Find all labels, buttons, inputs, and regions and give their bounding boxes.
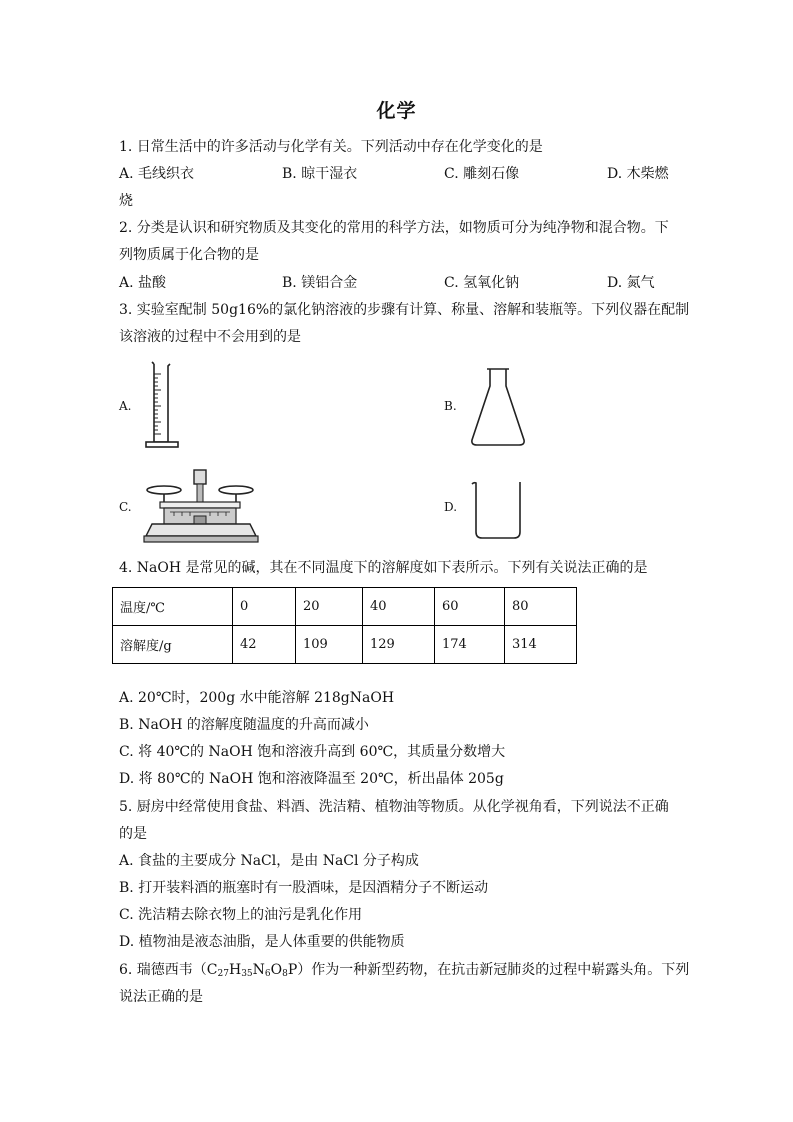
q2-stem-line1: 2. 分类是认识和研究物质及其变化的常用的科学方法，如物质可分为纯净物和混合物。下 [119, 220, 669, 236]
q6-subscript: 6 [264, 969, 271, 979]
q6-text: 6. 瑞德西韦（C [119, 962, 218, 978]
q5-stem-line1: 5. 厨房中经常使用食盐、料酒、洗洁精、植物油等物质。从化学视角看，下列说法不正确 [119, 799, 669, 815]
q3-label-d: D. [444, 500, 458, 514]
page-title: 化学 [376, 100, 417, 122]
q2-stem-line2: 列物质属于化合物的是 [119, 247, 259, 263]
q5-option-c: C. 洗洁精去除衣物上的油污是乳化作用 [119, 907, 363, 923]
q2-option-c: C. 氢氧化钠 [444, 275, 520, 291]
q4-stem: 4. NaOH 是常见的碱，其在不同温度下的溶解度如下表所示。下列有关说法正确的是 [119, 560, 648, 576]
q6-subscript: 27 [217, 969, 229, 979]
q6-stem-line2: 说法正确的是 [119, 989, 203, 1005]
q6-text: P）作为一种新型药物，在抗击新冠肺炎的过程中崭露头角。下列 [287, 962, 690, 978]
q1-stem: 1. 日常生活中的许多活动与化学有关。下列活动中存在化学变化的是 [119, 139, 543, 155]
q3-stem-line1: 3. 实验室配制 50g16%的氯化钠溶液的步骤有计算、称量、溶解和装瓶等。下列仪器在配制 [119, 302, 690, 318]
beaker-icon [470, 480, 526, 540]
q6-text: N [252, 962, 265, 978]
q1-option-d: D. 木柴燃 [607, 166, 669, 182]
table-cell: 174 [435, 626, 505, 664]
conical-flask-icon [468, 368, 528, 448]
table-header-cell: 溶解度/g [113, 626, 233, 664]
table-cell: 109 [296, 626, 363, 664]
q5-option-b: B. 打开装料酒的瓶塞时有一股酒味，是因酒精分子不断运动 [119, 880, 489, 896]
q2-option-d: D. 氮气 [607, 275, 655, 291]
table-cell: 42 [233, 626, 296, 664]
q5-option-a: A. 食盐的主要成分 NaCl，是由 NaCl 分子构成 [119, 853, 419, 869]
q1-option-b: B. 晾干湿衣 [282, 166, 358, 182]
q3-label-a: A. [119, 399, 132, 413]
q4-option-b: B. NaOH 的溶解度随温度的升高而减小 [119, 717, 369, 733]
q4-option-a: A. 20℃时，200g 水中能溶解 218gNaOH [119, 690, 395, 706]
q2-option-a: A. 盐酸 [119, 275, 167, 291]
graduated-cylinder-icon [142, 362, 182, 452]
q5-option-d: D. 植物油是液态油脂，是人体重要的供能物质 [119, 934, 405, 950]
q6-text: O [270, 962, 283, 978]
q6-subscript: 35 [241, 969, 253, 979]
q2-option-b: B. 镁铝合金 [282, 275, 358, 291]
q1-option-c: C. 雕刻石像 [444, 166, 520, 182]
table-cell: 0 [233, 588, 296, 626]
table-header-cell: 温度/℃ [113, 588, 233, 626]
q3-stem-line2: 该溶液的过程中不会用到的是 [119, 329, 301, 345]
table-cell: 80 [505, 588, 577, 626]
table-cell: 60 [435, 588, 505, 626]
q4-option-c: C. 将 40℃的 NaOH 饱和溶液升高到 60℃，其质量分数增大 [119, 744, 506, 760]
table-row [113, 588, 577, 626]
q3-label-b: B. [444, 399, 457, 413]
table-cell: 40 [363, 588, 435, 626]
solubility-table [112, 587, 577, 664]
q6-stem-line1 [119, 960, 689, 984]
table-cell: 314 [505, 626, 577, 664]
q6-subscript: 8 [282, 969, 288, 979]
table-cell: 129 [363, 626, 435, 664]
q4-option-d: D. 将 80℃的 NaOH 饱和溶液降温至 20℃，析出晶体 205g [119, 771, 504, 787]
table-row [113, 626, 577, 664]
q1-option-a: A. 毛线织衣 [119, 166, 195, 182]
table-cell: 20 [296, 588, 363, 626]
q1-option-d-wrap: 烧 [119, 193, 133, 209]
q6-text: H [228, 962, 242, 978]
balance-scale-icon [142, 468, 260, 546]
q5-stem-line2: 的是 [119, 826, 147, 842]
q3-label-c: C. [119, 500, 132, 514]
